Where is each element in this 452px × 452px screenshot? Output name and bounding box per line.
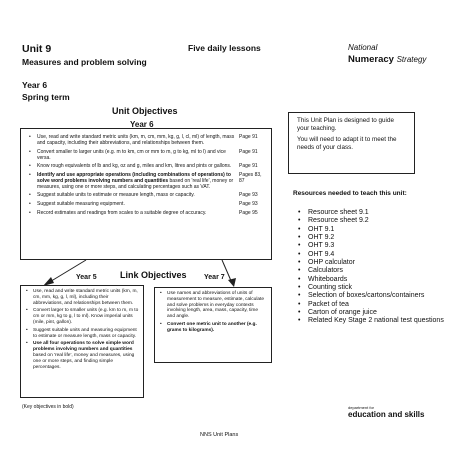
unit-objectives-heading: Unit Objectives bbox=[112, 106, 178, 116]
link-objective-key-text: Use all four operations to solve simple word problems involving numbers and quantities bbox=[33, 341, 134, 353]
resource-text: Packet of tea bbox=[308, 300, 349, 308]
objective-page: Pages 83, 87 bbox=[239, 171, 262, 184]
link-objective-row bbox=[26, 308, 139, 325]
link-objective-row bbox=[160, 291, 267, 320]
objective-page: Page 95 bbox=[239, 209, 258, 216]
bullet-icon: • bbox=[298, 317, 301, 325]
bullet-icon: • bbox=[29, 171, 31, 178]
brand-strategy: Strategy bbox=[396, 55, 427, 64]
bullet-icon: • bbox=[29, 209, 31, 216]
resource-text: Calculators bbox=[308, 267, 344, 275]
bullet-icon: • bbox=[29, 200, 31, 207]
resource-text: Counting stick bbox=[308, 284, 352, 292]
resource-text: OHT 9.1 bbox=[308, 225, 335, 233]
year5-objectives-box bbox=[20, 285, 144, 398]
objective-text: Know rough equivalents of lb and kg, oz and g, miles and km, litres and pints or gallons. bbox=[37, 163, 232, 170]
link-objective-text: Use, read and write standard metric units (km, m, cm, mm, kg, g, l, ml), including their abbreviations, and relationships between them. bbox=[33, 289, 138, 306]
resource-text: OHT 9.2 bbox=[308, 234, 335, 242]
bullet-icon: • bbox=[298, 209, 301, 216]
bullet-icon: • bbox=[298, 300, 301, 308]
resource-item bbox=[298, 276, 444, 284]
objective-page: Page 91 bbox=[239, 134, 258, 140]
lessons-label: Five daily lessons bbox=[188, 43, 261, 53]
term-label: Spring term bbox=[22, 92, 70, 102]
objective-text: Convert smaller to larger units (e.g. m to km, cm or mm to m, g to kg, ml to l) and vice versa. bbox=[37, 148, 226, 161]
resource-text: Carton of orange juice bbox=[308, 309, 377, 317]
objective-rest-text: based on 'real life', money or measures, using one or more steps, and calculating percentages such as VAT. bbox=[37, 177, 234, 190]
objective-page: Page 91 bbox=[239, 148, 258, 155]
bullet-icon: • bbox=[298, 225, 301, 233]
bullet-icon: • bbox=[26, 308, 28, 314]
link-year5-label: Year 5 bbox=[76, 274, 97, 281]
bullet-icon: • bbox=[29, 163, 31, 170]
bullet-icon: • bbox=[298, 309, 301, 317]
resource-item bbox=[298, 251, 444, 259]
bullet-icon: • bbox=[298, 259, 301, 267]
key-objectives-note: (Key objectives in bold) bbox=[22, 404, 74, 410]
bullet-icon: • bbox=[298, 234, 301, 242]
resource-item bbox=[298, 292, 444, 300]
bullet-icon: • bbox=[298, 275, 301, 283]
resource-item bbox=[298, 234, 444, 242]
bullet-icon: • bbox=[298, 284, 301, 292]
link-objective-row-key bbox=[26, 341, 139, 370]
resource-text: Selection of boxes/cartons/containers bbox=[308, 292, 425, 300]
bullet-icon: • bbox=[29, 134, 31, 140]
unit-plan-note-box bbox=[288, 112, 415, 174]
link-objective-row bbox=[26, 328, 139, 340]
link-objective-row bbox=[26, 289, 139, 306]
unit-subtitle: Measures and problem solving bbox=[22, 57, 147, 67]
arrowhead-year7-icon bbox=[228, 278, 236, 287]
resource-text: Related Key Stage 2 national test questions bbox=[308, 317, 444, 325]
objective-page: Page 91 bbox=[239, 163, 258, 170]
link-year7-label: Year 7 bbox=[204, 274, 225, 281]
bullet-icon: • bbox=[26, 289, 28, 294]
resource-text: Whiteboards bbox=[308, 275, 348, 283]
bullet-icon: • bbox=[26, 341, 28, 347]
resource-text: OHT 9.3 bbox=[308, 242, 335, 250]
objective-page: Page 93 bbox=[239, 200, 258, 207]
resource-text: OHT 9.4 bbox=[308, 250, 335, 258]
objective-key-text: Identify and use appropriate operations (including combinations of operations) to solve word problems involving numbers and quantities bbox=[37, 171, 231, 184]
bullet-icon: • bbox=[298, 292, 301, 300]
footer-label: NNS Unit Plans bbox=[200, 432, 239, 438]
link-objective-text: Suggest suitable units and measuring equipment to estimate or measure length, mass or capacity. bbox=[33, 327, 137, 339]
bullet-icon: • bbox=[298, 250, 301, 258]
year-label: Year 6 bbox=[22, 80, 48, 90]
resource-item bbox=[298, 284, 444, 292]
resource-item bbox=[298, 309, 444, 317]
objective-text: Suggest suitable units to estimate or measure length, mass or capacity. bbox=[37, 192, 195, 199]
resource-text: OHP calculator bbox=[308, 259, 355, 267]
brand-numeracy: Numeracy bbox=[348, 54, 394, 65]
link-objective-row-key bbox=[160, 322, 267, 334]
resource-item bbox=[298, 226, 444, 234]
resource-item bbox=[298, 217, 444, 225]
department-line2: education and skills bbox=[348, 410, 425, 419]
resource-item bbox=[298, 317, 444, 325]
resource-item bbox=[298, 242, 444, 250]
plan-note-line1: This Unit Plan is designed to guide your teaching. bbox=[297, 117, 394, 132]
link-objective-text: Convert larger to smaller units (e.g. km to m, m to cm or mm, kg to g, l to ml). Know imperial units (mile, pint, gallon). bbox=[33, 308, 139, 325]
link-objective-text: Use names and abbreviations of units of measurement to measure, estimate, calculate and solve problems in everyday contexts involving length, area, mass, capacity, time and angle. bbox=[167, 291, 265, 320]
bullet-icon: • bbox=[160, 291, 162, 296]
objective-text: Use, read and write standard metric units (km, m, cm, mm, kg, g, l, cl, ml) of length, mass and capacity, including their abbreviations, and relationships between them. bbox=[37, 134, 235, 146]
year7-objectives-box bbox=[154, 287, 272, 363]
objective-page: Page 93 bbox=[239, 192, 258, 199]
link-objective-rest-text: based on 'real life', money and measures, using one or more steps, and finding simple percentages. bbox=[33, 352, 135, 370]
resource-item bbox=[298, 301, 444, 309]
plan-note-line2: You will need to adapt it to meet the needs of your class. bbox=[297, 136, 397, 151]
bullet-icon: • bbox=[29, 192, 31, 199]
resources-heading: Resources needed to teach this unit: bbox=[293, 190, 407, 197]
unit-title: Unit 9 bbox=[22, 43, 52, 55]
bullet-icon: • bbox=[298, 217, 301, 225]
link-objective-text bbox=[33, 341, 139, 370]
brand-national: National bbox=[348, 43, 378, 52]
bullet-icon: • bbox=[298, 242, 301, 250]
resources-list bbox=[298, 209, 444, 326]
objective-text: Suggest suitable measuring equipment. bbox=[37, 200, 125, 207]
link-objectives-heading: Link Objectives bbox=[120, 270, 187, 280]
bullet-icon: • bbox=[298, 267, 301, 275]
bullet-icon: • bbox=[160, 321, 162, 327]
resource-item bbox=[298, 209, 444, 217]
bullet-icon: • bbox=[26, 327, 28, 333]
bullet-icon: • bbox=[29, 148, 31, 155]
resource-item bbox=[298, 267, 444, 275]
department-line1: department for bbox=[348, 405, 375, 410]
unit-objectives-year: Year 6 bbox=[130, 120, 154, 129]
resource-item bbox=[298, 259, 444, 267]
resource-text: Resource sheet 9.1 bbox=[308, 209, 369, 216]
resource-text: Resource sheet 9.2 bbox=[308, 217, 369, 225]
objective-text: Record estimates and readings from scales to a suitable degree of accuracy. bbox=[37, 209, 207, 216]
link-objective-text: Convert one metric unit to another (e.g. grams to kilograms). bbox=[167, 321, 257, 333]
